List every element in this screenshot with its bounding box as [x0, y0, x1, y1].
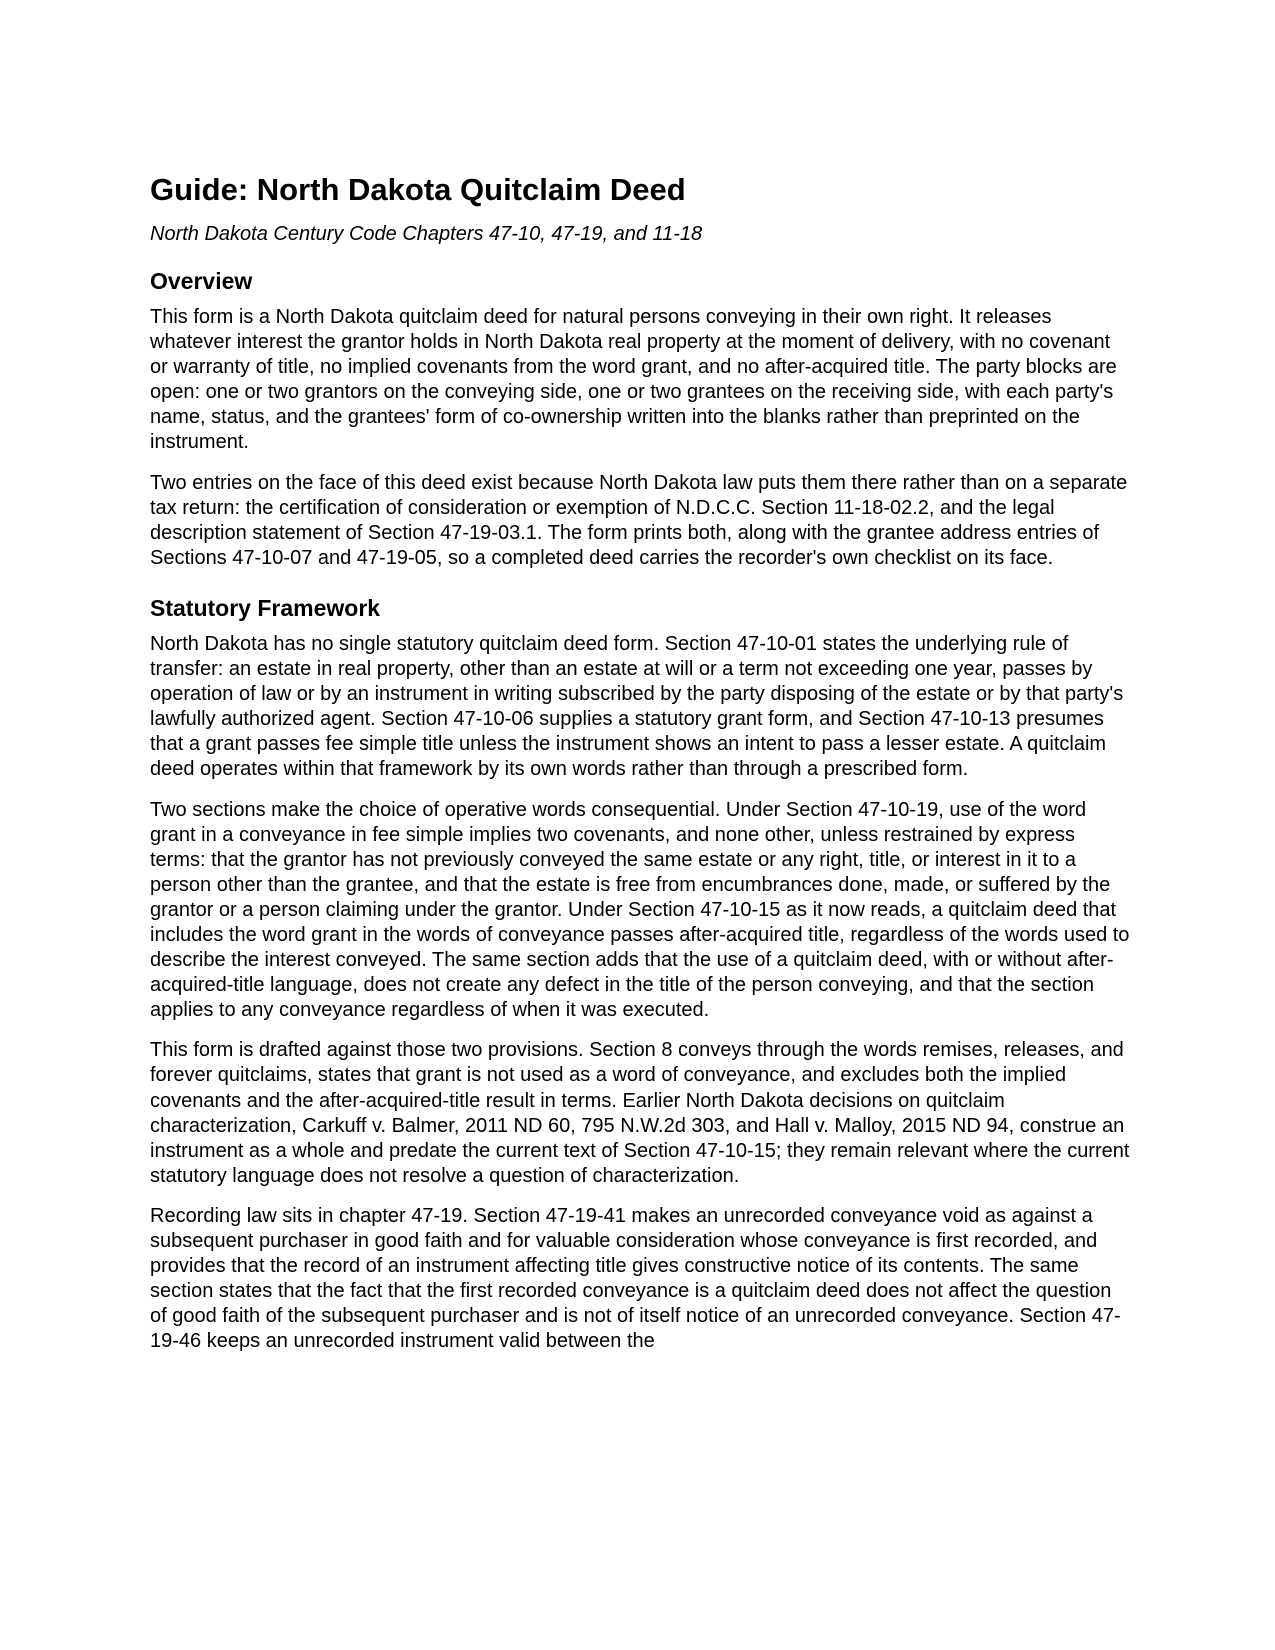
framework-paragraph-1: North Dakota has no single statutory quitclaim deed form. Section 47-10-01 states the underlying rule of transfer: an estate in real property, other than an estate at will or a term not exceeding one year, passes by operation of law or by an instrument in writing subscribed by the party disposing of the estate or by that party's lawfully authorized agent. Section 47-10-06 supplies a statutory grant form, and Section 47-10-13 presumes that a grant passes fee simple title unless the instrument shows an intent to pass a lesser estate. A quitclaim deed operates within that framework by its own words rather than through a prescribed form. — [150, 632, 1124, 781]
overview-paragraph-2: Two entries on the face of this deed exist because North Dakota law puts them there rather than on a separate tax return: the certification of consideration or exemption of N.D.C.C. Section 11-18-02.2, and the legal description statement of Section 47-19-03.1. The form prints both, along with the grantee address entries of Sections 47-10-07 and 47-19-05, so a completed deed carries the recorder's own checklist on its face. — [150, 471, 1128, 569]
section-heading-statutory-framework: Statutory Framework — [150, 594, 381, 621]
framework-paragraph-2: Two sections make the choice of operative words consequential. Under Section 47-10-19, use of the word grant in a conveyance in fee simple implies two covenants, and none other, unless restrained by express terms: that the grantor has not previously conveyed the same estate or any right, title, or interest in it to a person other than the grantee, and that the estate is free from encumbrances done, made, or suffered by the grantor or a person claiming under the grantor. Under Section 47-10-15 as it now reads, a quitclaim deed that includes the word grant in the words of conveyance passes after-acquired title, regardless of the words used to describe the interest conveyed. The same section adds that the use of a quitclaim deed, with or without after-acquired-title language, does not create any defect in the title of the person conveying, and that the section applies to any conveyance regardless of when it was executed. — [150, 798, 1130, 1022]
document-title: Guide: North Dakota Quitclaim Deed — [150, 172, 686, 207]
document-page — [150, 172, 1130, 1354]
framework-paragraph-3: This form is drafted against those two provisions. Section 8 conveys through the words remises, releases, and forever quitclaims, states that grant is not used as a word of conveyance, and excludes both the implied covenants and the after-acquired-title result in terms. Earlier North Dakota decisions on quitclaim characterization, Carkuff v. Balmer, 2011 ND 60, 795 N.W.2d 303, and Hall v. Malloy, 2015 ND 94, construe an instrument as a whole and predate the current text of Section 47-10-15; they remain relevant where the current statutory language does not resolve a question of characterization. — [150, 1039, 1130, 1187]
document-subtitle: North Dakota Century Code Chapters 47-10, 47-19, and 11-18 — [150, 223, 703, 245]
overview-paragraph-1: This form is a North Dakota quitclaim deed for natural persons conveying in their own right. It releases whatever interest the grantor holds in North Dakota real property at the moment of delivery, with no covenant or warranty of title, no implied covenants from the word grant, and no after-acquired title. The party blocks are open: one or two grantors on the conveying side, one or two grantees on the receiving side, with each party's name, status, and the grantees' form of co-ownership written into the blanks rather than preprinted on the instrument. — [150, 306, 1117, 454]
section-heading-overview: Overview — [150, 268, 253, 294]
framework-paragraph-4: Recording law sits in chapter 47-19. Section 47-19-41 makes an unrecorded conveyance void as against a subsequent purchaser in good faith and for valuable consideration whose conveyance is first recorded, and provides that the record of an instrument affecting title gives constructive notice of its contents. The same section states that the fact that the first recorded conveyance is a quitclaim deed does not affect the question of good faith of the subsequent purchaser and is not of itself notice of an unrecorded conveyance. Section 47-19-46 keeps an unrecorded instrument valid between the — [150, 1204, 1121, 1353]
